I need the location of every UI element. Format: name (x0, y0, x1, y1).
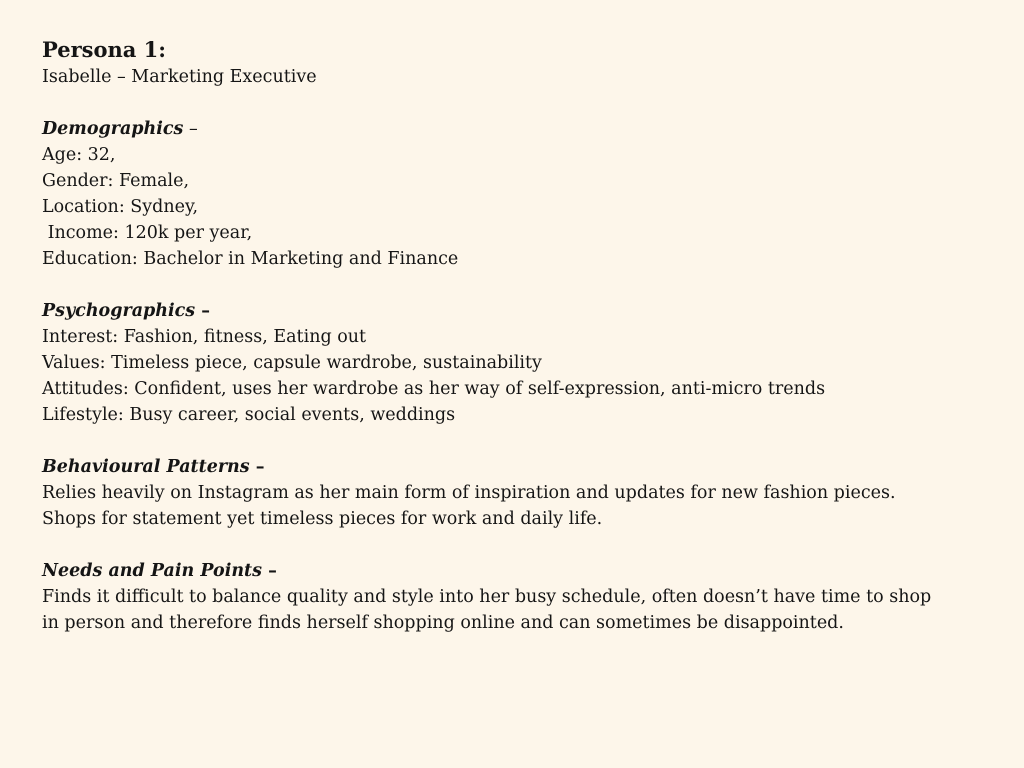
behavioural-heading-label: Behavioural Patterns (42, 457, 250, 477)
demographics-age: Age: 32, (42, 145, 116, 165)
psychographics-attitudes: Attitudes: Confident, uses her wardrobe as her way of self-expression, anti-micro trends (42, 379, 826, 399)
demographics-location: Location: Sydney, (42, 197, 199, 217)
psychographics-values: Values: Timeless piece, capsule wardrobe, sustainability (42, 353, 542, 373)
psychographics-heading-dash: – (195, 301, 210, 321)
behavioural-heading (42, 454, 982, 480)
persona-title: Persona 1: (42, 37, 167, 62)
demographics-gender: Gender: Female, (42, 171, 190, 191)
needs-heading (42, 558, 982, 584)
behavioural-line: Shops for statement yet timeless pieces for work and daily life. (42, 509, 603, 529)
needs-line: in person and therefore finds herself shopping online and can sometimes be disappointed. (42, 613, 844, 633)
needs-line: Finds it difficult to balance quality and style into her busy schedule, often doesn’t have time to shop (42, 587, 932, 607)
behavioural-heading-dash: – (249, 457, 265, 477)
persona-subtitle: Isabelle – Marketing Executive (42, 67, 317, 87)
psychographics-interest: Interest: Fashion, fitness, Eating out (42, 327, 367, 347)
psychographics-section (42, 298, 982, 428)
demographics-heading-dash: – (183, 119, 198, 139)
behavioural-line: Relies heavily on Instagram as her main form of inspiration and updates for new fashion pieces. (42, 483, 896, 503)
demographics-education: Education: Bachelor in Marketing and Finance (42, 249, 459, 269)
demographics-heading-label: Demographics (42, 119, 184, 139)
psychographics-heading (42, 298, 982, 324)
psychographics-lifestyle: Lifestyle: Busy career, social events, weddings (42, 405, 456, 425)
needs-heading-dash: – (262, 561, 277, 581)
psychographics-heading-label: Psychographics (42, 301, 196, 321)
demographics-section (42, 116, 982, 272)
persona-header (42, 36, 982, 90)
behavioural-section (42, 454, 982, 532)
needs-section (42, 558, 982, 636)
demographics-heading (42, 116, 982, 142)
needs-heading-label: Needs and Pain Points (42, 561, 262, 581)
demographics-income: Income: 120k per year, (42, 223, 253, 243)
